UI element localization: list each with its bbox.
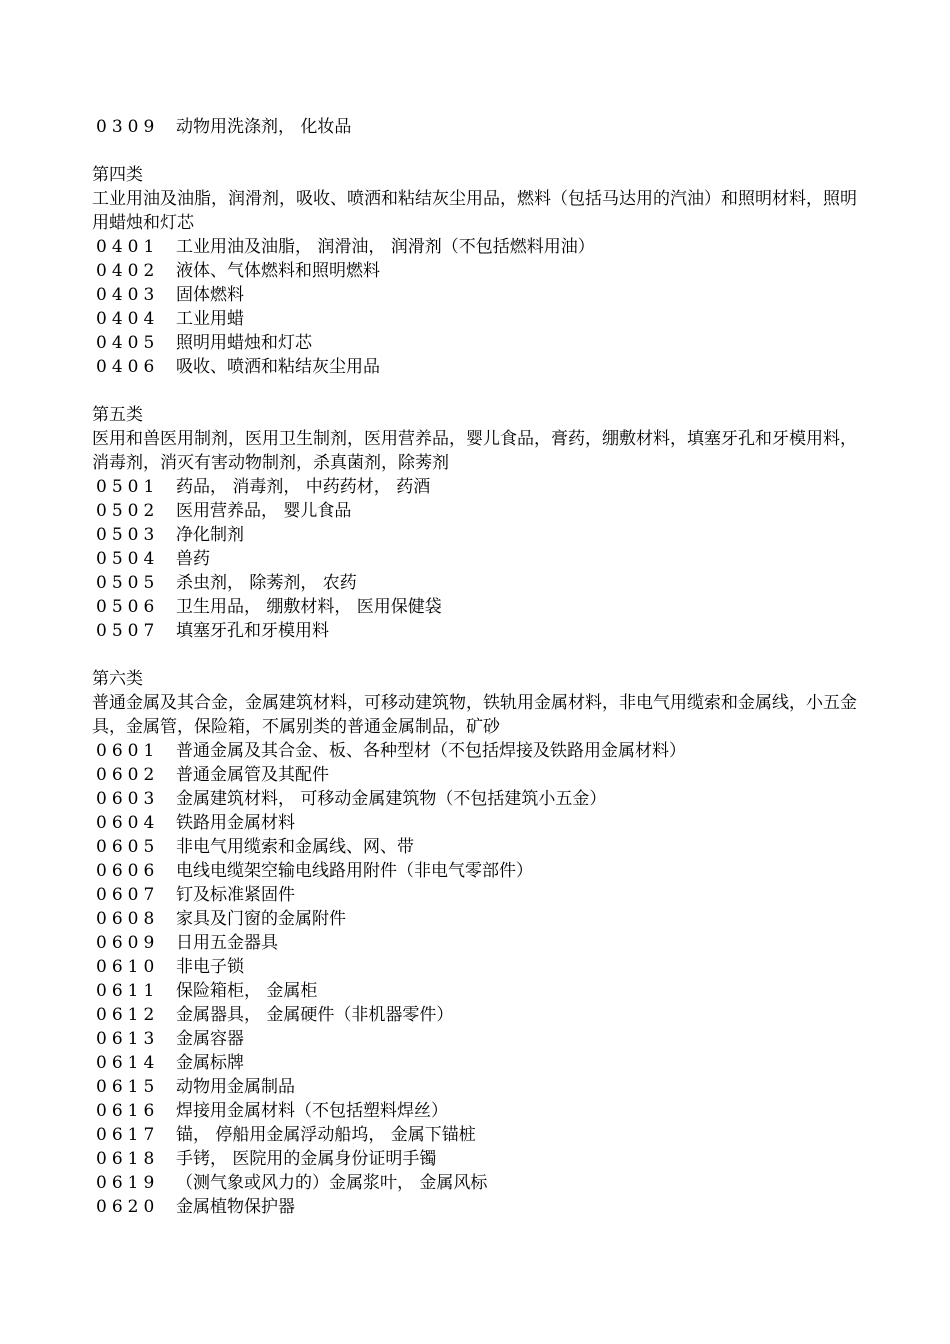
list-item (92, 499, 862, 523)
list-item (92, 1027, 862, 1051)
item-text: 日用五金器具 (176, 933, 278, 953)
section-description: 医用和兽医用制剂，医用卫生制剂，医用营养品，婴儿食品，膏药，绷敷材料，填塞牙孔和牙模用料，消毒剂，消灭有害动物制剂，杀真菌剂，除莠剂 (92, 429, 857, 473)
list-item (92, 835, 862, 859)
item-text: 锚， 停船用金属浮动船坞， 金属下锚桩 (176, 1125, 476, 1145)
item-text: 家具及门窗的金属附件 (176, 909, 346, 929)
section-description: 工业用油及油脂，润滑剂，吸收、喷洒和粘结灰尘用品，燃料（包括马达用的汽油）和照明材料，照明用蜡烛和灯芯 (92, 189, 857, 233)
item-code: 0603 (96, 789, 160, 809)
item-text: 金属器具， 金属硬件（非机器零件） (176, 1005, 454, 1025)
item-code: 0602 (96, 765, 160, 785)
item-text: 金属建筑材料， 可移动金属建筑物（不包括建筑小五金） (176, 789, 607, 809)
item-code: 0503 (96, 525, 160, 545)
item-text: 普通金属管及其配件 (176, 765, 329, 785)
item-text: 动物用金属制品 (176, 1077, 295, 1097)
list-item (92, 979, 862, 1003)
list-item (92, 331, 862, 355)
list-item (92, 931, 862, 955)
item-code: 0404 (96, 309, 160, 329)
item-text: 照明用蜡烛和灯芯 (176, 333, 312, 353)
list-item (92, 1075, 862, 1099)
section-description: 普通金属及其合金，金属建筑材料，可移动建筑物，铁轨用金属材料，非电气用缆索和金属线，小五金具，金属管，保险箱，不属别类的普通金属制品，矿砂 (92, 693, 857, 737)
list-item (92, 283, 862, 307)
list-item (92, 547, 862, 571)
item-code: 0606 (96, 861, 160, 881)
item-code: 0613 (96, 1029, 160, 1049)
item-code: 0612 (96, 1005, 160, 1025)
list-item (92, 523, 862, 547)
list-item (92, 1123, 862, 1147)
section-title: 第四类 (92, 165, 143, 185)
document-body (92, 115, 862, 1219)
list-item (92, 475, 862, 499)
item-code: 0309 (96, 117, 160, 137)
item-text: 医用营养品， 婴儿食品 (176, 501, 352, 521)
list-item (92, 1003, 862, 1027)
item-code: 0620 (96, 1197, 160, 1217)
item-text: 非电子锁 (176, 957, 244, 977)
list-item (92, 235, 862, 259)
list-item (92, 1099, 862, 1123)
item-code: 0501 (96, 477, 160, 497)
item-code: 0502 (96, 501, 160, 521)
item-text: 吸收、喷洒和粘结灰尘用品 (176, 357, 380, 377)
item-text: 金属标牌 (176, 1053, 244, 1073)
item-text: 工业用油及油脂， 润滑油， 润滑剂（不包括燃料用油） (176, 237, 595, 257)
item-code: 0403 (96, 285, 160, 305)
item-text: 药品， 消毒剂， 中药药材， 药酒 (176, 477, 431, 497)
list-item (92, 1195, 862, 1219)
lead-items (92, 115, 862, 139)
list-item (92, 619, 862, 643)
item-text: 电线电缆架空输电线路用附件（非电气零部件） (176, 861, 533, 881)
section-title: 第六类 (92, 669, 143, 689)
list-item (92, 355, 862, 379)
list-item (92, 859, 862, 883)
item-code: 0405 (96, 333, 160, 353)
item-code: 0507 (96, 621, 160, 641)
list-item (92, 1147, 862, 1171)
item-code: 0616 (96, 1101, 160, 1121)
item-text: 钉及标准紧固件 (176, 885, 295, 905)
item-code: 0402 (96, 261, 160, 281)
list-item (92, 1171, 862, 1195)
item-code: 0607 (96, 885, 160, 905)
list-item (92, 955, 862, 979)
list-item (92, 115, 862, 139)
item-text: 兽药 (176, 549, 210, 569)
item-text: 焊接用金属材料（不包括塑料焊丝） (176, 1101, 448, 1121)
item-code: 0504 (96, 549, 160, 569)
item-text: 卫生用品， 绷敷材料， 医用保健袋 (176, 597, 442, 617)
list-item (92, 595, 862, 619)
item-code: 0604 (96, 813, 160, 833)
list-item (92, 571, 862, 595)
item-code: 0505 (96, 573, 160, 593)
section-title: 第五类 (92, 405, 143, 425)
item-text: 液体、气体燃料和照明燃料 (176, 261, 380, 281)
item-text: 普通金属及其合金、板、各种型材（不包括焊接及铁路用金属材料） (176, 741, 686, 761)
item-code: 0617 (96, 1125, 160, 1145)
item-code: 0406 (96, 357, 160, 377)
list-item (92, 1051, 862, 1075)
item-code: 0601 (96, 741, 160, 761)
section-class-6 (92, 667, 862, 1219)
item-text: 杀虫剂， 除莠剂， 农药 (176, 573, 357, 593)
item-code: 0618 (96, 1149, 160, 1169)
list-item (92, 907, 862, 931)
item-text: 手铐， 医院用的金属身份证明手镯 (176, 1149, 437, 1169)
item-text: （测气象或风力的）金属浆叶， 金属风标 (176, 1173, 488, 1193)
list-item (92, 811, 862, 835)
list-item (92, 763, 862, 787)
item-text: 固体燃料 (176, 285, 244, 305)
item-text: 保险箱柜， 金属柜 (176, 981, 318, 1001)
item-code: 0609 (96, 933, 160, 953)
item-code: 0401 (96, 237, 160, 257)
item-text: 填塞牙孔和牙模用料 (176, 621, 329, 641)
item-code: 0614 (96, 1053, 160, 1073)
item-text: 非电气用缆索和金属线、网、带 (176, 837, 414, 857)
list-item (92, 259, 862, 283)
item-code: 0611 (96, 981, 160, 1001)
item-text: 工业用蜡 (176, 309, 244, 329)
list-item (92, 883, 862, 907)
item-text: 净化制剂 (176, 525, 244, 545)
list-item (92, 307, 862, 331)
section-class-4 (92, 163, 862, 379)
list-item (92, 739, 862, 763)
section-class-5 (92, 403, 862, 643)
item-code: 0615 (96, 1077, 160, 1097)
item-code: 0610 (96, 957, 160, 977)
item-text: 铁路用金属材料 (176, 813, 295, 833)
item-code: 0619 (96, 1173, 160, 1193)
item-code: 0506 (96, 597, 160, 617)
item-text: 金属植物保护器 (176, 1197, 295, 1217)
list-item (92, 787, 862, 811)
item-text: 金属容器 (176, 1029, 244, 1049)
item-code: 0605 (96, 837, 160, 857)
item-text: 动物用洗涤剂， 化妆品 (176, 117, 352, 137)
item-code: 0608 (96, 909, 160, 929)
